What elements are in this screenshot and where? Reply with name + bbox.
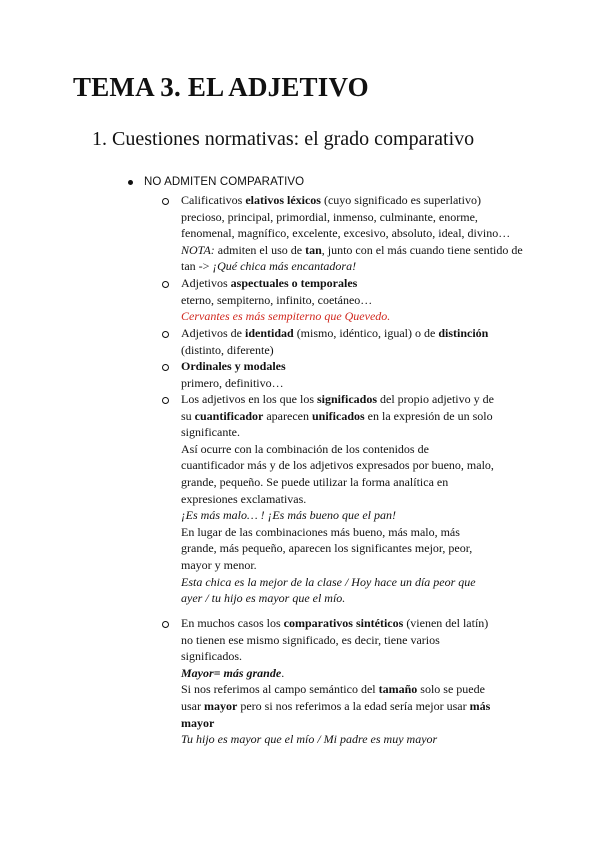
list-item-identidad: Adjetivos de identidad (mismo, idéntico, igual) o de distinción (distinto, diferente) (181, 326, 489, 357)
list-item-elativos: Calificativos elativos léxicos (cuyo significado es superlativo) precioso, principal, primordial, inmenso, culminante, enorme, fenomenal, magnífico, excelente, excesivo, absoluto, ideal, divino… NOTA: admiten el uso de tan, junto con el más cuando tiene sentido de tan -> ¡Qué chica más encantadora! (181, 193, 523, 274)
bullet-hollow-icon (162, 621, 169, 628)
bullet-hollow-icon (162, 397, 169, 404)
bullet-hollow-icon (162, 281, 169, 288)
list-level1-heading: NO ADMITEN COMPARATIVO (144, 176, 305, 188)
bullet-hollow-icon (162, 198, 169, 205)
list-item-aspectuales: Adjetivos aspectuales o temporales eterno, sempiterno, infinito, coetáneo… Cervantes es más sempiterno que Quevedo. (181, 276, 391, 324)
list-item-unificados: Los adjetivos en los que los significados del propio adjetivo y de su cuantificador aparecen unificados en la expresión de un solo significante. Así ocurre con la combinación de los contenidos de cuantificador más y de los adjetivos expresados por bueno, malo, grande, pequeño. Se puede utilizar la forma analítica en expresiones exclamativas. ¡Es más malo… ! ¡Es más bueno que el pan! En lugar de las combinaciones más bueno, más malo, más grande, más pequeño, aparecen los significantes mejor, peor, mayor y menor. Esta chica es la mejor de la clase / Hoy hace un día peor que ayer / tu hijo es mayor que el mío. (181, 392, 494, 606)
bullet-hollow-icon (162, 331, 169, 338)
bullet-filled-icon (128, 180, 133, 185)
list-item-sinteticos: En muchos casos los comparativos sintéticos (vienen del latín) no tienen ese mismo significado, es decir, tiene varios significados. Mayor= más grande. Si nos referimos al campo semántico del tamaño solo se puede usar mayor pero si nos referimos a la edad sería mejor usar más mayor Tu hijo es mayor que el mío / Mi padre es muy mayor (181, 616, 491, 747)
list-item-ordinales: Ordinales y modales primero, definitivo… (181, 359, 286, 390)
page-title: TEMA 3. EL ADJETIVO (73, 72, 369, 102)
bullet-hollow-icon (162, 364, 169, 371)
section-heading: 1. Cuestiones normativas: el grado comparativo (92, 128, 475, 150)
